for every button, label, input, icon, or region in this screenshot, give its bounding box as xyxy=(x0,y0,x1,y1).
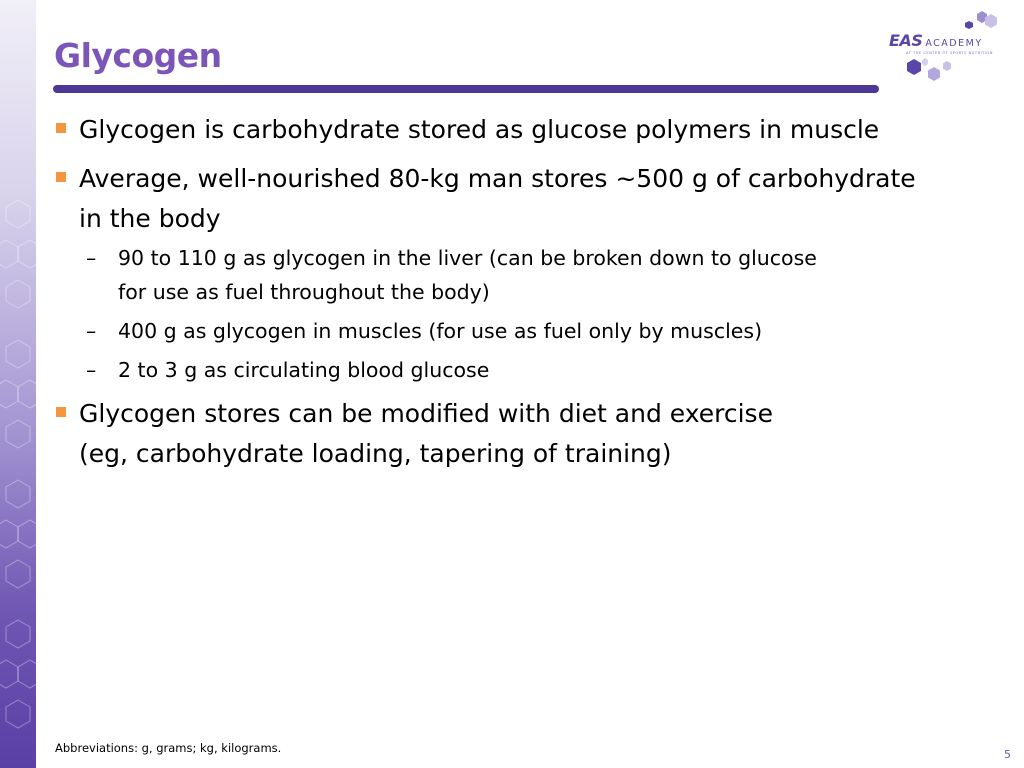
hexagon-pattern-icon xyxy=(0,0,36,768)
abbreviations-footnote: Abbreviations: g, grams; kg, kilograms. xyxy=(55,741,282,755)
title-underline xyxy=(53,85,879,93)
sub-bullet-text-continued: for use as fuel throughout the body) xyxy=(118,280,490,304)
sub-bullet-text: 400 g as glycogen in muscles (for use as fuel only by muscles) xyxy=(118,319,763,343)
bullet-item xyxy=(54,159,1004,239)
sub-bullet-list xyxy=(54,241,1004,387)
dash-bullet-icon: – xyxy=(86,358,97,382)
bullet-item xyxy=(54,394,1004,474)
bullet-text-continued: (eg, carbohydrate loading, tapering of training) xyxy=(79,439,672,468)
bullet-text: Glycogen is carbohydrate stored as glucose polymers in muscle xyxy=(79,115,880,144)
logo-brand: EAS xyxy=(889,31,923,50)
logo-academy: ACADEMY xyxy=(925,38,983,49)
square-bullet-icon xyxy=(56,123,66,133)
sub-bullet-text: 2 to 3 g as circulating blood glucose xyxy=(118,358,490,382)
sub-bullet-text: 90 to 110 g as glycogen in the liver (can be broken down to glucose xyxy=(118,246,817,270)
slide-title: Glycogen xyxy=(54,36,222,75)
sub-bullet-item xyxy=(54,314,1004,348)
bullet-text-continued: in the body xyxy=(79,204,221,233)
eas-academy-logo xyxy=(884,6,1020,84)
bullet-list xyxy=(54,110,1004,483)
decorative-side-strip xyxy=(0,0,36,768)
square-bullet-icon xyxy=(56,172,66,182)
sub-bullet-item xyxy=(54,241,1004,309)
dash-bullet-icon: – xyxy=(86,246,97,270)
sub-bullet-item xyxy=(54,353,1004,387)
logo-tagline: AT THE CENTER OF SPORTS NUTRITION xyxy=(906,51,993,55)
square-bullet-icon xyxy=(56,407,66,417)
bullet-text: Average, well-nourished 80-kg man stores ~500 g of carbohydrate xyxy=(79,164,916,193)
dash-bullet-icon: – xyxy=(86,319,97,343)
page-number: 5 xyxy=(1004,748,1011,761)
logo-wordmark xyxy=(889,33,983,52)
bullet-item xyxy=(54,110,1004,150)
bullet-text: Glycogen stores can be modified with diet and exercise xyxy=(79,399,773,428)
